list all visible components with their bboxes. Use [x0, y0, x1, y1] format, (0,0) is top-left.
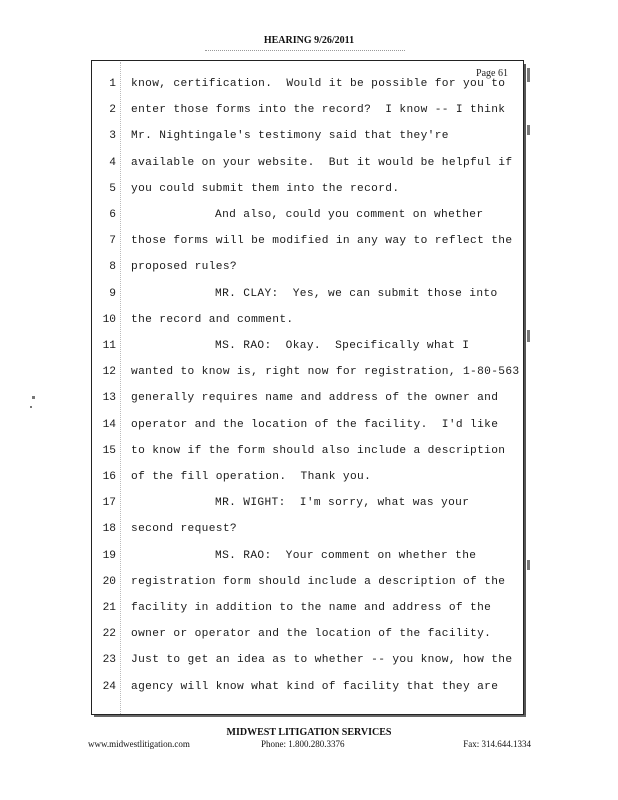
transcript-line: [91, 471, 524, 491]
line-text: MR. WIGHT: I'm sorry, what was your: [215, 497, 470, 510]
line-number: 8: [109, 261, 116, 274]
line-text: agency will know what kind of facility that they are: [131, 680, 499, 693]
scan-mark: [30, 406, 32, 408]
frame-shadow-right: [524, 64, 526, 716]
page-number: Page 61: [476, 68, 508, 79]
line-number: 7: [109, 235, 116, 248]
line-text: you could submit them into the record.: [131, 182, 400, 195]
line-number: 6: [109, 209, 116, 221]
transcript-line: [91, 314, 524, 334]
line-number: 18: [102, 523, 116, 536]
line-number: 11: [102, 340, 116, 352]
transcript-line: [91, 628, 524, 648]
line-number: 14: [102, 418, 116, 431]
transcript-line: [91, 340, 524, 360]
transcript-line: [91, 235, 524, 255]
line-text: MR. CLAY: Yes, we can submit those into: [215, 287, 498, 300]
line-text: And also, could you comment on whether: [215, 209, 484, 221]
transcript-line: [91, 445, 524, 465]
scan-mark: [527, 125, 530, 135]
transcript-line: [91, 392, 524, 412]
scan-mark: [527, 330, 530, 342]
transcript-line: [91, 523, 524, 543]
line-number: 17: [102, 497, 116, 510]
line-number: 22: [102, 628, 116, 641]
line-number: 13: [102, 392, 116, 405]
line-number: 5: [109, 182, 116, 195]
scan-mark: [32, 396, 35, 399]
transcript-line: [91, 157, 524, 177]
transcript-line: [91, 209, 524, 229]
transcript-line: [91, 419, 524, 439]
line-text: available on your website. But it would be helpful if: [131, 156, 513, 169]
footer-website: www.midwestlitigation.com: [88, 739, 190, 749]
scan-mark: [527, 68, 530, 82]
transcript-line: [91, 183, 524, 203]
line-text: Mr. Nightingale's testimony said that they're: [131, 130, 449, 143]
transcript-line: [91, 130, 524, 150]
transcript-line: [91, 602, 524, 622]
line-number: 4: [109, 156, 116, 169]
scan-mark: [527, 560, 530, 570]
line-text: Just to get an idea as to whether -- you know, how the: [131, 654, 513, 667]
transcript-line: [91, 261, 524, 281]
line-number: 9: [109, 287, 116, 300]
line-number: 2: [109, 104, 116, 117]
line-text: proposed rules?: [131, 261, 237, 274]
line-text: MS. RAO: Your comment on whether the: [215, 549, 477, 562]
line-text: facility in addition to the name and address of the: [131, 602, 492, 614]
line-text: of the fill operation. Thank you.: [131, 471, 372, 483]
transcript-line: [91, 497, 524, 517]
line-number: 24: [102, 680, 116, 693]
footer-phone: Phone: 1.800.280.3376: [261, 739, 345, 749]
footer-fax: Fax: 314.644.1334: [463, 739, 531, 749]
line-text: generally requires name and address of the owner and: [131, 392, 499, 405]
footer-company-name: MIDWEST LITIGATION SERVICES: [226, 727, 392, 738]
line-text: owner or operator and the location of the facility.: [131, 628, 492, 641]
line-number: 12: [102, 366, 116, 379]
header-divider: [205, 50, 405, 51]
transcript-line: [91, 104, 524, 124]
line-number: 3: [109, 130, 116, 143]
line-text: wanted to know is, right now for registration, 1-80-563: [131, 366, 520, 379]
line-text: MS. RAO: Okay. Specifically what I: [215, 340, 470, 352]
line-number: 20: [102, 575, 116, 588]
line-number: 23: [102, 654, 116, 667]
line-number: 10: [102, 313, 116, 326]
transcript-line: [91, 654, 524, 674]
line-number: 21: [102, 602, 116, 614]
document-header: HEARING 9/26/2011: [263, 35, 355, 46]
transcript-line: [91, 288, 524, 308]
frame-shadow-bottom: [94, 715, 526, 717]
transcript-line: [91, 681, 524, 701]
transcript-line: [91, 550, 524, 570]
line-text: the record and comment.: [131, 313, 294, 326]
line-text: operator and the location of the facility. I'd like: [131, 418, 499, 431]
line-number: 15: [102, 444, 116, 457]
line-number: 1: [109, 78, 116, 90]
line-number: 16: [102, 471, 116, 483]
line-text: those forms will be modified in any way to reflect the: [131, 235, 513, 248]
line-text: to know if the form should also include a description: [131, 444, 506, 457]
transcript-line: [91, 366, 524, 386]
transcript-line: [91, 78, 524, 98]
line-text: know, certification. Would it be possible for you to: [131, 78, 506, 90]
line-text: enter those forms into the record? I know -- I think: [131, 104, 506, 117]
transcript-line: [91, 576, 524, 596]
line-text: second request?: [131, 523, 237, 536]
line-text: registration form should include a description of the: [131, 575, 506, 588]
line-number: 19: [102, 549, 116, 562]
